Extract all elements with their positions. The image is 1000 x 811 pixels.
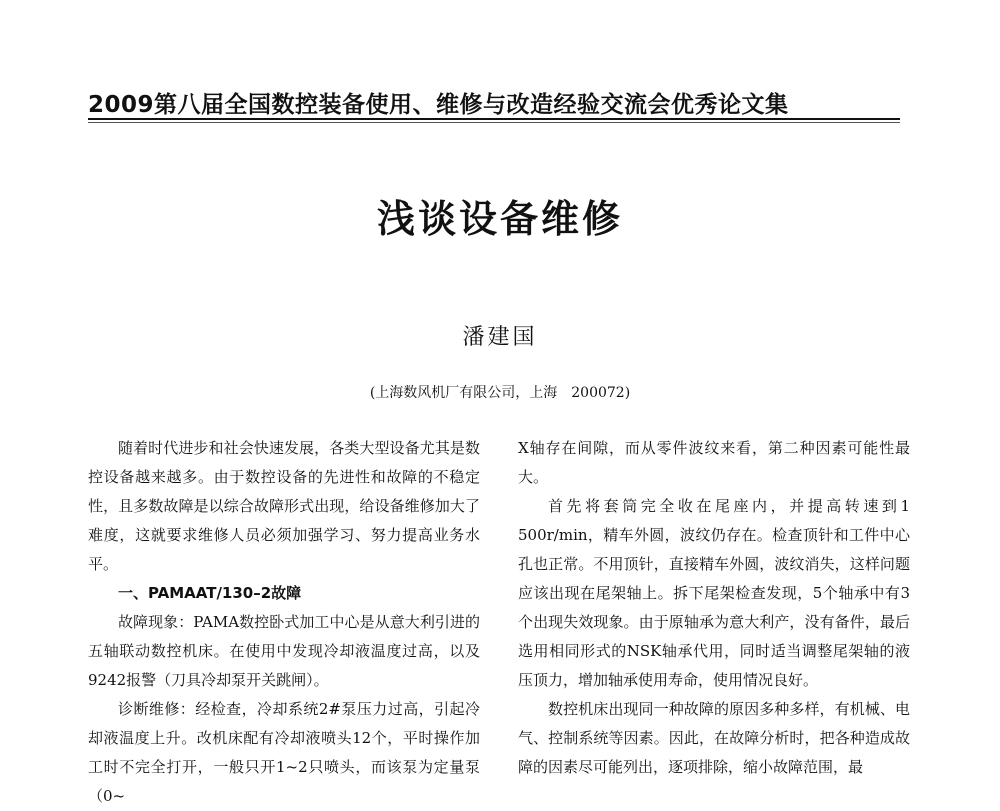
header-rule-thin [88,122,900,123]
intro-paragraph: 随着时代进步和社会快速发展，各类大型设备尤其是数控设备越来越多。由于数控设备的先进性和故障的不稳定性，且多数故障是以综合故障形式出现，给设备维修加大了难度，这就要求维修人员必须加强学习、努力提高业务水平。 [88,439,480,573]
author-affiliation: (上海数风机厂有限公司，上海 200072) [369,385,631,401]
header-rule [88,118,900,120]
analysis-paragraph: 数控机床出现同一种故障的原因多种多样，有机械、电气、控制系统等因素。因此，在故障分析时，把各种造成故障的因素尽可能列出，逐项排除，缩小故障范围，最 [518,700,910,776]
section-heading: 一、PAMAAT/130–2故障 [118,584,302,602]
author-name: 潘建国 [462,325,538,350]
article-title: 浅谈设备维修 [376,197,623,241]
running-header: 2009第八届全国数控装备使用、维修与改造经验交流会优秀论文集 [88,92,789,118]
right-column [518,434,910,782]
repair-paragraph: 首先将套筒完全收在尾座内，并提高转速到1 500r/min，精车外圆，波纹仍存在。检查顶针和工件中心孔也正常。不用顶针，直接精车外圆，波纹消失，这样问题应该出现在尾架轴上。拆下尾架检查发现，5个轴承中有3个出现失效现象。由于原轴承为意大利产，没有备件，最后选用相同形式的NSK轴承代用，同时适当调整尾架轴的液压顶力，增加轴承使用寿命，使用情况良好。 [518,497,910,689]
diagnosis-paragraph: 诊断维修：经检查，冷却系统2#泵压力过高，引起冷却液温度上升。改机床配有冷却液喷头12个，平时操作加工时不完全打开，一般只开1~2只喷头，而该泵为定量泵（0~ [88,700,480,805]
continued-paragraph: X轴存在间隙，而从零件波纹来看，第二种因素可能性最大。 [518,439,910,486]
left-column [88,434,480,811]
fault-phenomenon-paragraph: 故障现象：PAMA数控卧式加工中心是从意大利引进的五轴联动数控机床。在使用中发现冷却液温度过高，以及9242报警（刀具冷却泵开关跳闸）。 [88,613,480,689]
